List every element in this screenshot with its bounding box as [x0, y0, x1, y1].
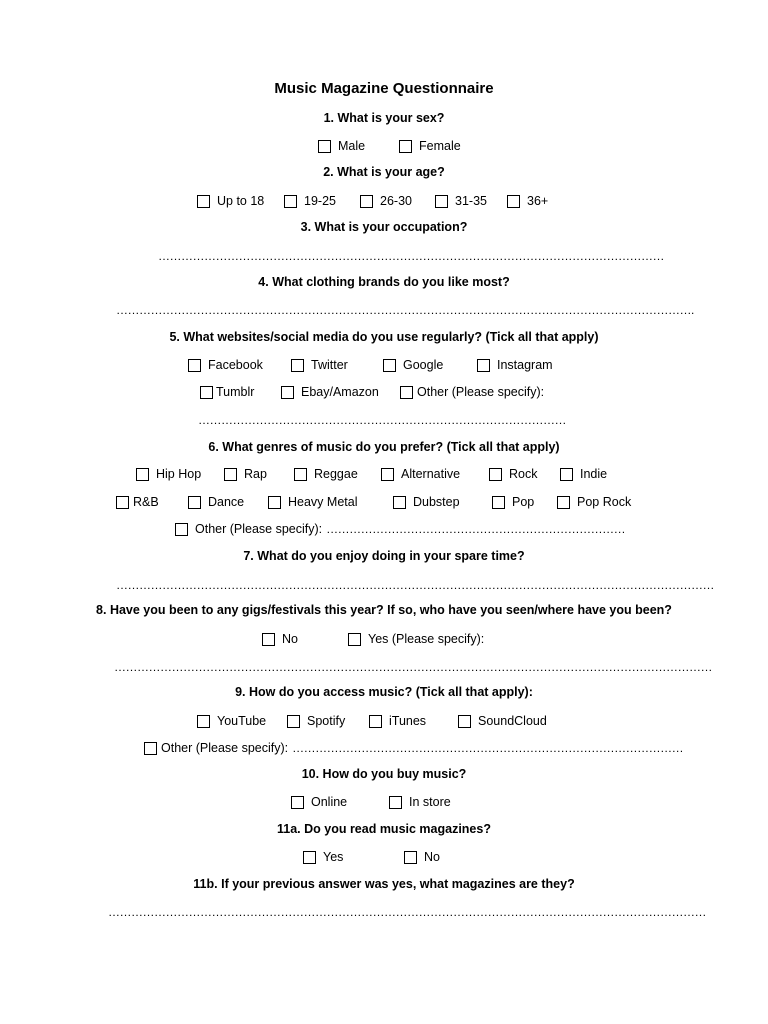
option-magazines-no[interactable] — [404, 849, 440, 865]
question-3: 3. What is your occupation? — [300, 220, 468, 234]
option-alternative[interactable] — [381, 466, 460, 482]
checkbox[interactable] — [557, 496, 570, 509]
option-label: Reggae — [314, 467, 358, 481]
checkbox[interactable] — [389, 796, 402, 809]
option-label: 19-25 — [304, 194, 336, 208]
checkbox[interactable] — [477, 359, 490, 372]
checkbox[interactable] — [393, 496, 406, 509]
option-pop[interactable] — [492, 494, 534, 510]
checkbox[interactable] — [458, 715, 471, 728]
option-itunes[interactable] — [369, 713, 426, 729]
option-label: YouTube — [217, 714, 267, 728]
option-label: Other (Please specify): — [195, 522, 323, 536]
option-soundcloud[interactable] — [458, 713, 547, 729]
option-reggae[interactable] — [294, 466, 358, 482]
option-label: Hip Hop — [156, 467, 202, 481]
option-in-store[interactable] — [389, 794, 451, 810]
checkbox[interactable] — [224, 468, 237, 481]
question-9: 9. How do you access music? (Tick all that apply): — [235, 685, 533, 699]
checkbox[interactable] — [294, 468, 307, 481]
question-7: 7. What do you enjoy doing in your spare time? — [243, 549, 525, 563]
option-label: Online — [311, 795, 348, 809]
option-rnb[interactable] — [116, 494, 159, 510]
option-label: Pop Rock — [577, 495, 632, 509]
option-label: Instagram — [497, 358, 553, 372]
checkbox[interactable] — [188, 359, 201, 372]
checkbox[interactable] — [492, 496, 505, 509]
checkbox[interactable] — [489, 468, 502, 481]
option-label: Other (Please specify): — [417, 385, 545, 399]
option-label: Other (Please specify): — [161, 741, 289, 755]
option-spotify[interactable] — [287, 713, 345, 729]
checkbox[interactable] — [404, 851, 417, 864]
option-up-to-18[interactable] — [197, 193, 264, 209]
checkbox[interactable] — [268, 496, 281, 509]
checkbox[interactable] — [262, 633, 275, 646]
option-label: No — [282, 632, 298, 646]
option-19-25[interactable] — [284, 193, 336, 209]
option-online[interactable] — [291, 794, 347, 810]
option-label: Rock — [509, 467, 538, 481]
option-male[interactable] — [318, 138, 365, 154]
question-1: 1. What is your sex? — [323, 111, 445, 125]
option-magazines-yes[interactable] — [303, 849, 343, 865]
checkbox[interactable] — [188, 496, 201, 509]
option-google[interactable] — [383, 357, 443, 373]
option-gigs-yes[interactable] — [348, 631, 484, 647]
checkbox[interactable] — [284, 195, 297, 208]
option-label: Alternative — [401, 467, 461, 481]
option-label: Up to 18 — [217, 194, 265, 208]
checkbox[interactable] — [281, 386, 294, 399]
option-label: R&B — [133, 495, 159, 509]
option-dance[interactable] — [188, 494, 244, 510]
option-label: Twitter — [311, 358, 348, 372]
option-heavy-metal[interactable] — [268, 494, 357, 510]
websites-other-answer-line[interactable]: …………………………………………………………………………………… — [198, 413, 566, 427]
option-twitter[interactable] — [291, 357, 348, 373]
magazines-answer-line[interactable]: ………………………………………………………………………………………………………………………………………… — [108, 905, 706, 919]
option-dubstep[interactable] — [393, 494, 460, 510]
checkbox[interactable] — [200, 386, 213, 399]
checkbox[interactable] — [144, 742, 157, 755]
option-31-35[interactable] — [435, 193, 487, 209]
checkbox[interactable] — [303, 851, 316, 864]
checkbox[interactable] — [369, 715, 382, 728]
option-label: In store — [409, 795, 451, 809]
option-label: 36+ — [527, 194, 549, 208]
option-label: Yes — [323, 850, 344, 864]
question-8: 8. Have you been to any gigs/festivals this year? If so, who have you seen/where have you been? — [96, 603, 672, 617]
option-36-plus[interactable] — [507, 193, 548, 209]
checkbox[interactable] — [291, 796, 304, 809]
option-rock[interactable] — [489, 466, 537, 482]
gigs-answer-line[interactable]: ………………………………………………………………………………………………………………………………………… — [114, 660, 712, 674]
option-label: Heavy Metal — [288, 495, 358, 509]
spare-time-answer-line[interactable]: ………………………………………………………………………………………………………………………………………… — [116, 578, 714, 592]
checkbox[interactable] — [399, 140, 412, 153]
option-label: Tumblr — [216, 385, 255, 399]
option-gigs-no[interactable] — [262, 631, 298, 647]
option-label: Spotify — [307, 714, 346, 728]
checkbox[interactable] — [287, 715, 300, 728]
checkbox[interactable] — [383, 359, 396, 372]
option-tumblr[interactable] — [200, 384, 254, 400]
checkbox[interactable] — [318, 140, 331, 153]
option-rap[interactable] — [224, 466, 267, 482]
option-label: Dubstep — [413, 495, 460, 509]
option-ebay-amazon[interactable] — [281, 384, 379, 400]
checkbox[interactable] — [435, 195, 448, 208]
option-facebook[interactable] — [188, 357, 263, 373]
option-label: Female — [419, 139, 461, 153]
checkbox[interactable] — [136, 468, 149, 481]
checkbox[interactable] — [175, 523, 188, 536]
checkbox[interactable] — [507, 195, 520, 208]
option-label: Rap — [244, 467, 267, 481]
question-5: 5. What websites/social media do you use regularly? (Tick all that apply) — [169, 330, 599, 344]
checkbox[interactable] — [348, 633, 361, 646]
checkbox[interactable] — [291, 359, 304, 372]
question-11a: 11a. Do you read music magazines? — [277, 822, 491, 836]
checkbox[interactable] — [360, 195, 373, 208]
option-label: Dance — [208, 495, 245, 509]
option-websites-other[interactable] — [400, 384, 544, 400]
option-label: Google — [403, 358, 444, 372]
option-access-other[interactable] — [144, 740, 683, 756]
option-label: Yes (Please specify): — [368, 632, 485, 646]
access-other-answer-line[interactable]: ………………………………………………………………………………………… — [292, 741, 684, 755]
option-label: Pop — [512, 495, 535, 509]
question-11b: 11b. If your previous answer was yes, what magazines are they? — [193, 877, 575, 891]
option-female[interactable] — [399, 138, 461, 154]
option-label: Male — [338, 139, 366, 153]
option-label: 31-35 — [455, 194, 487, 208]
checkbox[interactable] — [400, 386, 413, 399]
checkbox[interactable] — [197, 715, 210, 728]
option-hip-hop[interactable] — [136, 466, 201, 482]
option-label: iTunes — [389, 714, 427, 728]
option-label: SoundCloud — [478, 714, 547, 728]
question-6: 6. What genres of music do you prefer? (Tick all that apply) — [208, 440, 560, 454]
occupation-answer-line[interactable]: …………………………………………………………………………………………………………………… — [158, 249, 664, 263]
option-label: Facebook — [208, 358, 263, 372]
option-instagram[interactable] — [477, 357, 553, 373]
checkbox[interactable] — [116, 496, 129, 509]
option-genres-other[interactable] — [175, 521, 625, 537]
brands-answer-line[interactable]: ……………………………………………………………………………………………………………………………………. — [116, 303, 694, 317]
option-label: Ebay/Amazon — [301, 385, 379, 399]
option-indie[interactable] — [560, 466, 607, 482]
option-youtube[interactable] — [197, 713, 266, 729]
genres-other-answer-line[interactable]: …………………………………………………………………… — [326, 522, 626, 536]
option-label: Indie — [580, 467, 608, 481]
option-label: No — [424, 850, 440, 864]
checkbox[interactable] — [381, 468, 394, 481]
checkbox[interactable] — [197, 195, 210, 208]
option-label: 26-30 — [380, 194, 412, 208]
checkbox[interactable] — [560, 468, 573, 481]
question-10: 10. How do you buy music? — [301, 767, 467, 781]
question-4: 4. What clothing brands do you like most? — [258, 275, 510, 289]
page-title: Music Magazine Questionnaire — [274, 80, 494, 97]
question-2: 2. What is your age? — [323, 165, 445, 179]
option-pop-rock[interactable] — [557, 494, 631, 510]
option-26-30[interactable] — [360, 193, 412, 209]
